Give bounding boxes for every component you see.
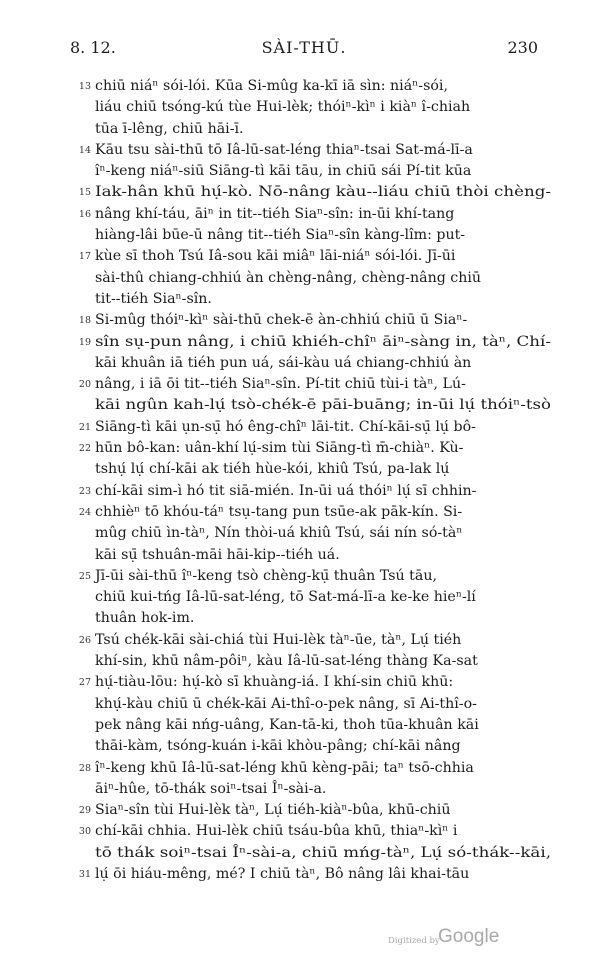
line-text: tō thák soiⁿ-tsai Îⁿ-sài-a, chiū mńg-tàⁿ, Lụ́ só-thák--kāi, bbox=[95, 844, 551, 861]
line-text: tshụ́ lụ́ chí-kāi ak tiéh hùe-kói, khiû Tsú, pa-lak lụ́ bbox=[95, 461, 450, 478]
line-text: sài-thû chiang-chhiú àn chèng-nâng, chèng-nâng chiū bbox=[95, 269, 482, 286]
line-text: tit--tiéh Siaⁿ-sîn. bbox=[95, 290, 212, 307]
text-line bbox=[78, 438, 551, 459]
line-text: liáu chiū tsóng-kú tùe Hui-lèk; thóiⁿ-kìⁿ i kiàⁿ î-chiah bbox=[95, 99, 471, 116]
verse-number: 29 bbox=[78, 805, 91, 817]
line-text: thāi-kàm, tsóng-kuán i-kāi khòu-pâng; chí-kāi nâng bbox=[95, 738, 461, 755]
line-text: Iak-hân khū hụ́-kò. Nō-nâng kàu--liáu chiū thòi chèng- bbox=[95, 184, 551, 201]
text-line bbox=[78, 204, 551, 225]
text-line bbox=[78, 332, 551, 353]
line-text: hụ́-tiàu-lōu: hụ́-kò sī khuàng-iá. I khí-sin chiū khū: bbox=[95, 674, 454, 691]
line-text: kùe sī thoh Tsú Iâ-sou kāi miâⁿ lāi-niáⁿ sói-lói. Jī-ūi bbox=[95, 248, 456, 265]
text-line bbox=[78, 417, 551, 438]
verse-number: 16 bbox=[78, 208, 91, 220]
page-header bbox=[70, 38, 538, 62]
text-line bbox=[95, 161, 551, 182]
text-line bbox=[95, 523, 551, 544]
text-line bbox=[95, 97, 551, 118]
verse-number: 14 bbox=[78, 144, 91, 156]
line-text: āiⁿ-hûe, tō-thák soiⁿ-tsai Îⁿ-sài-a. bbox=[95, 780, 327, 797]
verse-number: 22 bbox=[78, 443, 91, 455]
verse-number: 27 bbox=[78, 677, 91, 689]
text-line bbox=[95, 459, 551, 480]
line-text: Siaⁿ-sîn tùi Hui-lèk tàⁿ, Lụ́ tiéh-kiàⁿ-bûa, khū-chiū bbox=[95, 802, 451, 819]
text-line bbox=[78, 76, 551, 97]
watermark-prefix: Digitized by bbox=[388, 936, 440, 946]
text-line bbox=[78, 246, 551, 267]
line-text: thuân hok-im. bbox=[95, 610, 195, 627]
text-line bbox=[78, 566, 551, 587]
line-text: chhièⁿ tō khóu-táⁿ tsụ-tang pun tsūe-ak pāk-kín. Si- bbox=[95, 503, 463, 520]
line-text: tūa ī-lêng, chiū hāi-ī. bbox=[95, 120, 244, 137]
text-line bbox=[95, 119, 551, 140]
text-line bbox=[95, 289, 551, 310]
text-line bbox=[95, 608, 551, 629]
digitized-watermark bbox=[388, 926, 514, 950]
line-text: Jī-ūi sài-thū îⁿ-keng tsò chèng-kụ̄ thuân Tsú tāu, bbox=[95, 567, 437, 584]
text-line bbox=[95, 694, 551, 715]
line-text: hiàng-lâi būe-ū nâng tit--tiéh Siaⁿ-sîn kàng-lîm: put- bbox=[95, 227, 466, 244]
text-line bbox=[95, 268, 551, 289]
text-line bbox=[78, 502, 551, 523]
line-text: kāi ngûn kah-lụ́ tsò-chék-ē pāi-buāng; in-ūi lụ́ thóiⁿ-tsò bbox=[95, 397, 551, 414]
verse-number: 20 bbox=[78, 379, 91, 391]
verse-number: 15 bbox=[78, 187, 91, 199]
text-line bbox=[78, 140, 551, 161]
verse-number: 24 bbox=[78, 506, 91, 518]
verse-number: 26 bbox=[78, 634, 91, 646]
line-text: chí-kāi sim-ì hó tit siā-mién. In-ūi uá thóiⁿ lụ́ sī chhin- bbox=[95, 482, 477, 499]
line-text: nâng khí-táu, āiⁿ in tit--tiéh Siaⁿ-sîn: in-ūi khí-tang bbox=[95, 205, 455, 222]
line-text: nâng, i iā ōi tit--tiéh Siaⁿ-sîn. Pí-tit chiū tùi-i tàⁿ, Lú- bbox=[95, 376, 466, 393]
text-line bbox=[78, 800, 551, 821]
text-line bbox=[95, 779, 551, 800]
text-line bbox=[78, 821, 551, 842]
line-text: kāi sụ̄ tshuân-māi hāi-kip--tiéh uá. bbox=[95, 546, 340, 563]
text-line bbox=[78, 481, 551, 502]
text-line bbox=[78, 672, 551, 693]
line-text: mûg chiū ìn-tàⁿ, Nín thòi-uá khiû Tsú, sái nín só-tàⁿ bbox=[95, 525, 463, 542]
text-line bbox=[95, 225, 551, 246]
verse-number: 31 bbox=[78, 868, 91, 880]
page-number: 230 bbox=[507, 38, 538, 57]
verse-number: 28 bbox=[78, 762, 91, 774]
text-body bbox=[78, 76, 551, 885]
text-line bbox=[95, 587, 551, 608]
line-text: îⁿ-keng niáⁿ-siū Siāng-tì kāi tāu, in chiū sái Pí-tit kūa bbox=[95, 163, 472, 180]
line-text: Siāng-tì kāi ụn-sụ̄ hó êng-chîⁿ lāi-tit. Chí-kāi-sụ̄ lụ́ bô- bbox=[95, 418, 476, 435]
text-line bbox=[78, 374, 551, 395]
text-line bbox=[78, 182, 551, 203]
line-text: pek nâng kāi nńg-uâng, Kan-tā-ki, thoh tūa-khuân kāi bbox=[95, 716, 479, 733]
line-text: chiū niáⁿ sói-lói. Kūa Si-mûg ka-kī iā sìn: niáⁿ-sói, bbox=[95, 78, 448, 94]
line-text: Si-mûg thóiⁿ-kìⁿ sài-thū chek-ē àn-chhiú chiū ū Siaⁿ- bbox=[95, 312, 468, 329]
text-line bbox=[78, 630, 551, 651]
text-line bbox=[95, 651, 551, 672]
text-line bbox=[95, 736, 551, 757]
text-line bbox=[78, 758, 551, 779]
verse-number: 19 bbox=[78, 336, 91, 348]
text-line bbox=[95, 715, 551, 736]
line-text: Kāu tsu sài-thū tō Iâ-lū-sat-léng thiaⁿ-tsai Sat-má-lī-a bbox=[95, 141, 473, 158]
verse-number: 21 bbox=[78, 421, 91, 433]
text-line bbox=[95, 395, 551, 416]
book-title: SÀI-THŪ. bbox=[261, 38, 347, 57]
text-line bbox=[78, 864, 551, 885]
verse-number: 17 bbox=[78, 251, 91, 263]
text-line bbox=[95, 843, 551, 864]
line-text: chí-kāi chhia. Hui-lèk chiū tsáu-bûa khū, thiaⁿ-kìⁿ i bbox=[95, 823, 458, 840]
watermark-brand: Google bbox=[438, 926, 500, 947]
line-text: hūn bô-kan: uân-khí lụ́-sim tùi Siāng-tì m̄-chiàⁿ. Kù- bbox=[95, 440, 464, 457]
line-text: khụ́-kàu chiū ū chék-kāi Ai-thî-o-pek nâng, sī Ai-thî-o- bbox=[95, 695, 477, 712]
text-line bbox=[78, 310, 551, 331]
line-text: Tsú chék-kāi sài-chiá tùi Hui-lèk tàⁿ-ūe, tàⁿ, Lụ́ tiéh bbox=[95, 631, 462, 648]
text-line bbox=[95, 353, 551, 374]
verse-number: 18 bbox=[78, 315, 91, 327]
verse-number: 30 bbox=[78, 826, 91, 838]
text-line bbox=[95, 545, 551, 566]
line-text: lụ́ ōi hiáu-mêng, mé? I chiū tàⁿ, Bô nâng lâi khai-tāu bbox=[95, 865, 470, 882]
line-text: chiū kui-tńg Iâ-lū-sat-léng, tō Sat-má-lī-a ke-ke hieⁿ-lí bbox=[95, 589, 476, 606]
chapter-reference: 8. 12. bbox=[70, 38, 116, 57]
verse-number: 13 bbox=[78, 81, 91, 92]
verse-number: 25 bbox=[78, 570, 91, 582]
verse-number: 23 bbox=[78, 485, 91, 497]
line-text: kāi khuân iā tiéh pun uá, sái-kàu uá chiang-chhiú àn bbox=[95, 354, 472, 371]
line-text: îⁿ-keng khū Iâ-lū-sat-léng khū kèng-pāi; taⁿ tsō-chhia bbox=[95, 759, 474, 776]
line-text: khí-sin, khū nâm-pôiⁿ, kàu Iâ-lū-sat-léng thàng Ka-sat bbox=[95, 653, 478, 670]
line-text: sîn sụ-pun nâng, i chiū khiéh-chîⁿ āiⁿ-sàng in, tàⁿ, Chí- bbox=[95, 333, 551, 350]
